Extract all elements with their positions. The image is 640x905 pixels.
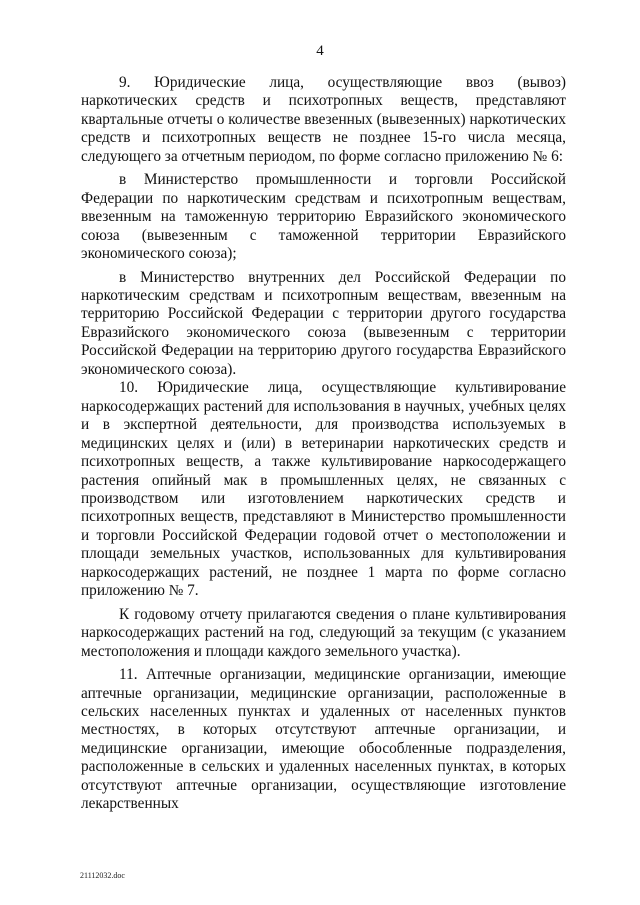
paragraph-10: 10. Юридические лица, осуществляющие культивирование наркосодержащих растений для использования в научных, учебных целях и в экспертной деятельности, для производства используемых в медицинских целях и (или) в ветеринарии наркотических средств и психотропных веществ, а также культивирование наркосодержащего растения опийный мак в промышленных целях, не связанных с производством или изготовлением наркотических средств и психотропных веществ, представляют в Министерство промышленности и торговли Российской Федерации годовой отчет о местоположении и площади земельных участков, использованных для культивирования наркосодержащих растений, не позднее 1 марта по форме согласно приложению № 7. bbox=[81, 379, 566, 600]
page-number: 4 bbox=[316, 43, 324, 59]
paragraph-9-item-ministry-industry: в Министерство промышленности и торговли Российской Федерации по наркотическим средствам и психотропным веществам, ввезенным на таможенную территорию Евразийского экономического союза (вывезенным с таможенной территории Евразийского экономического союза); bbox=[81, 171, 566, 263]
paragraph-11: 11. Аптечные организации, медицинские организации, имеющие аптечные организации, медицинские организации, расположенные в сельских населенных пунктах и удаленных от населенных пунктов местностях, в которых отсутствуют аптечные организации, и медицинские организации, имеющие обособленные подразделения, расположенные в сельских и удаленных населенных пунктах, в которых отсутствуют аптечные организации, осуществляющие изготовление лекарственных bbox=[81, 666, 566, 813]
file-name-footer: 21112032.doc bbox=[80, 871, 125, 880]
paragraph-9-item-ministry-interior: в Министерство внутренних дел Российской Федерации по наркотическим средствам и психотропным веществам, ввезенным на территорию Российской Федерации с территории другого государства Евразийского экономического союза (вывезенным с территории Российской Федерации на территорию другого государства Евразийского экономического союза). bbox=[81, 268, 566, 378]
paragraph-9: 9. Юридические лица, осуществляющие ввоз (вывоз) наркотических средств и психотропных веществ, представляют квартальные отчеты о количестве ввезенных (вывезенных) наркотических средств и психотропных веществ не позднее 15-го числа месяца, следующего за отчетным периодом, по форме согласно приложению № 6: bbox=[81, 74, 566, 165]
document-body bbox=[81, 74, 566, 814]
paragraph-10-annex-note: К годовому отчету прилагаются сведения о плане культивирования наркосодержащих растений на год, следующий за текущим (с указанием местоположения и площади каждого земельного участка). bbox=[81, 605, 566, 660]
